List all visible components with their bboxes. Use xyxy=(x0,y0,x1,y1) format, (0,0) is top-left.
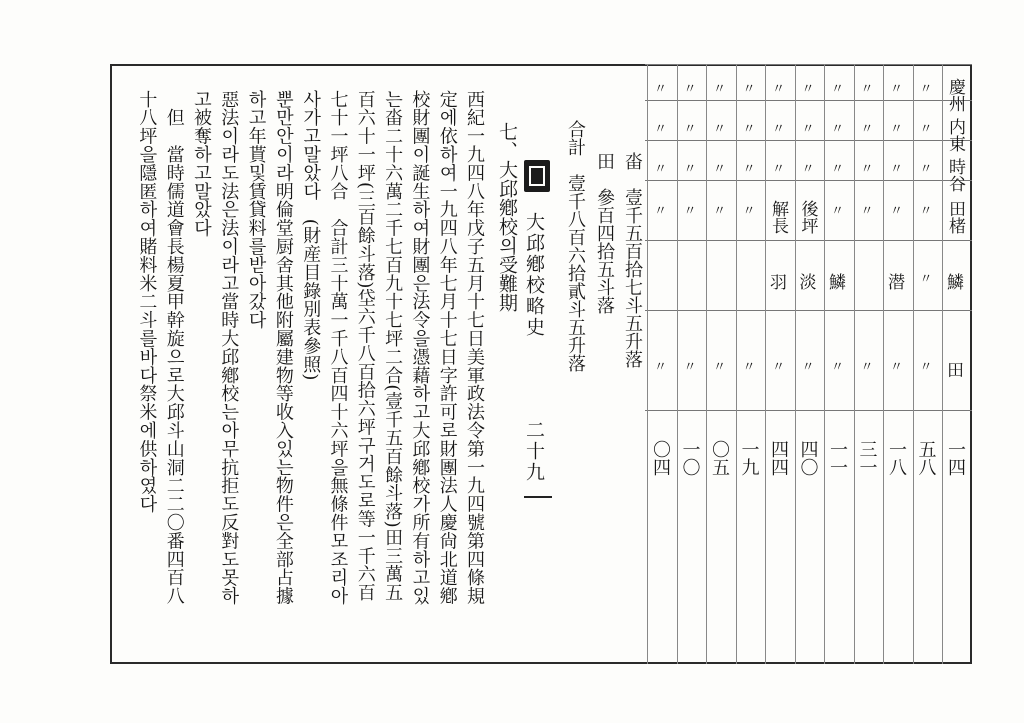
table-cell: 〃 xyxy=(771,162,785,177)
table-cell: 〃 xyxy=(889,204,903,219)
table-cell: 〃 xyxy=(683,82,697,97)
table-cell: 田楮 xyxy=(945,200,965,234)
table-rule xyxy=(645,100,972,101)
table-cell: 一九 xyxy=(738,440,760,476)
summary-line-total: 合計 壹千八百六拾貳斗五升落 xyxy=(565,120,586,372)
table-cell: 四〇 xyxy=(797,440,819,476)
body-line: 하고年貰및賃貸料를받아갔다 xyxy=(245,90,267,330)
table-cell: 一一 xyxy=(827,440,848,476)
summary-line-paddy: 畓 壹千五百拾七斗五升落 xyxy=(622,152,643,368)
table-rule xyxy=(645,410,972,411)
table-cell: 一〇 xyxy=(679,440,701,476)
table-cell: 〃 xyxy=(889,360,903,375)
body-line: 西紀一九四八年戊子五月十七日美軍政法令第一九四號第四條規 xyxy=(464,90,485,606)
body-line: 고被奪하고말았다 xyxy=(191,90,212,238)
table-cell: 田 xyxy=(947,361,964,381)
table-rule xyxy=(645,64,972,65)
table-cell: 慶州 xyxy=(945,78,965,112)
table-cell: 〃 xyxy=(919,122,933,137)
page-number-underline xyxy=(524,496,552,498)
table-cell: 〃 xyxy=(830,82,844,97)
table-cell: 〃 xyxy=(653,204,667,219)
table-cell: 〃 xyxy=(889,82,903,97)
table-cell: 一四 xyxy=(945,440,966,476)
table-cell: 〃 xyxy=(683,360,697,375)
table-cell: 〃 xyxy=(919,204,933,219)
table-cell: 〃 xyxy=(771,122,785,137)
table-cell: 解長 xyxy=(768,200,788,234)
table-cell: 〃 xyxy=(771,82,785,97)
book-emblem-inner-icon xyxy=(529,166,545,186)
table-cell: 〇五 xyxy=(709,440,730,476)
table-cell: 〃 xyxy=(889,122,903,137)
table-cell: 〃 xyxy=(771,360,785,375)
table-cell: 後坪 xyxy=(797,200,818,234)
table-cell: 〃 xyxy=(683,204,697,219)
body-line: 사가고말았다 (財産目錄別表參照) xyxy=(300,90,322,381)
table-cell: 〃 xyxy=(683,122,697,137)
table-cell: 〃 xyxy=(801,162,815,177)
table-cell: 〃 xyxy=(801,82,815,97)
table-cell: 〃 xyxy=(830,360,844,375)
table-rule xyxy=(645,310,972,311)
table-cell: 〃 xyxy=(919,272,933,287)
table-cell: 〃 xyxy=(919,360,933,375)
page-number: 二十九 xyxy=(523,420,545,483)
section-heading: 七、大邱鄕校의受難期 xyxy=(496,122,518,312)
body-line: 惡法이라도法은法이라고當時大邱鄕校는아무抗拒도反對도못하 xyxy=(218,90,240,606)
table-cell: 〃 xyxy=(801,122,815,137)
table-cell: 〃 xyxy=(712,82,726,97)
table-cell: 〃 xyxy=(742,162,756,177)
table-cell: 〃 xyxy=(860,360,874,375)
body-line: 뿐만안이라明倫堂厨舍其他附屬建物等收入있는物件은全部占據 xyxy=(272,90,294,606)
summary-line-field: 田 參百四拾五斗落 xyxy=(594,152,615,314)
table-cell: 〃 xyxy=(830,162,844,177)
table-cell: 時谷 xyxy=(945,158,965,192)
table-cell: 〃 xyxy=(860,82,874,97)
body-line: 定에依하여一九四八年七月十七日字許可로財團法人慶尙北道鄕 xyxy=(436,90,458,606)
table-cell: 〃 xyxy=(712,204,726,219)
table-cell: 〃 xyxy=(653,360,667,375)
body-line: 는畓二十六萬二千七百九十七坪二合(壹千五百餘斗落)田三萬五 xyxy=(382,90,404,602)
table-cell: 〃 xyxy=(653,82,667,97)
body-line: 十八坪을隱匿하여賭料米二斗를바다祭米에供하였다 xyxy=(136,90,158,514)
table-cell: 羽 xyxy=(770,273,787,293)
table-cell: 〃 xyxy=(742,204,756,219)
body-line: 校財團이誕生하여財團은法令을憑藉하고大邱鄕校가所有하고있 xyxy=(409,90,431,606)
table-cell: 鱗 xyxy=(947,273,964,293)
table-cell: 〃 xyxy=(712,122,726,137)
table-cell: 〃 xyxy=(830,122,844,137)
table-cell: 〃 xyxy=(919,162,933,177)
table-cell: 内東 xyxy=(945,118,965,152)
table-cell: 四四 xyxy=(768,440,789,476)
table-cell: 〃 xyxy=(653,122,667,137)
table-cell: 〃 xyxy=(830,204,844,219)
table-cell: 一八 xyxy=(886,440,907,476)
table-cell: 五八 xyxy=(915,440,937,476)
table-cell: 淡 xyxy=(799,273,817,293)
table-cell: 〃 xyxy=(919,82,933,97)
table-cell: 三一 xyxy=(856,440,878,476)
body-line: 七十一坪八合 合計三十萬一千八百四十六坪을無條件모조리아 xyxy=(327,90,349,606)
table-cell: 〃 xyxy=(683,162,697,177)
table-cell: 〃 xyxy=(860,122,874,137)
table-cell: 〃 xyxy=(889,162,903,177)
table-cell: 潜 xyxy=(888,273,905,293)
table-cell: 〇四 xyxy=(650,440,671,476)
table-cell: 〃 xyxy=(801,360,815,375)
body-line: 百六十一坪(三百餘斗落)垈六千八百拾六坪구거도로等一千六百 xyxy=(354,90,376,602)
running-title: 大邱鄕校略史 xyxy=(523,212,545,338)
table-cell: 〃 xyxy=(653,162,667,177)
table-cell: 〃 xyxy=(712,360,726,375)
table-cell: 〃 xyxy=(860,204,874,219)
table-cell: 〃 xyxy=(742,122,756,137)
table-cell: 鱗 xyxy=(829,273,846,293)
table-rule xyxy=(645,140,972,141)
table-cell: 〃 xyxy=(712,162,726,177)
table-cell: 〃 xyxy=(860,162,874,177)
table-rule xyxy=(645,240,972,241)
table-cell: 〃 xyxy=(742,82,756,97)
body-line: 但 當時儒道會長楊夏甲幹旋으로大邱斗山洞二二〇番四百八 xyxy=(163,90,185,606)
table-cell: 〃 xyxy=(742,360,756,375)
table-rule xyxy=(645,180,972,181)
